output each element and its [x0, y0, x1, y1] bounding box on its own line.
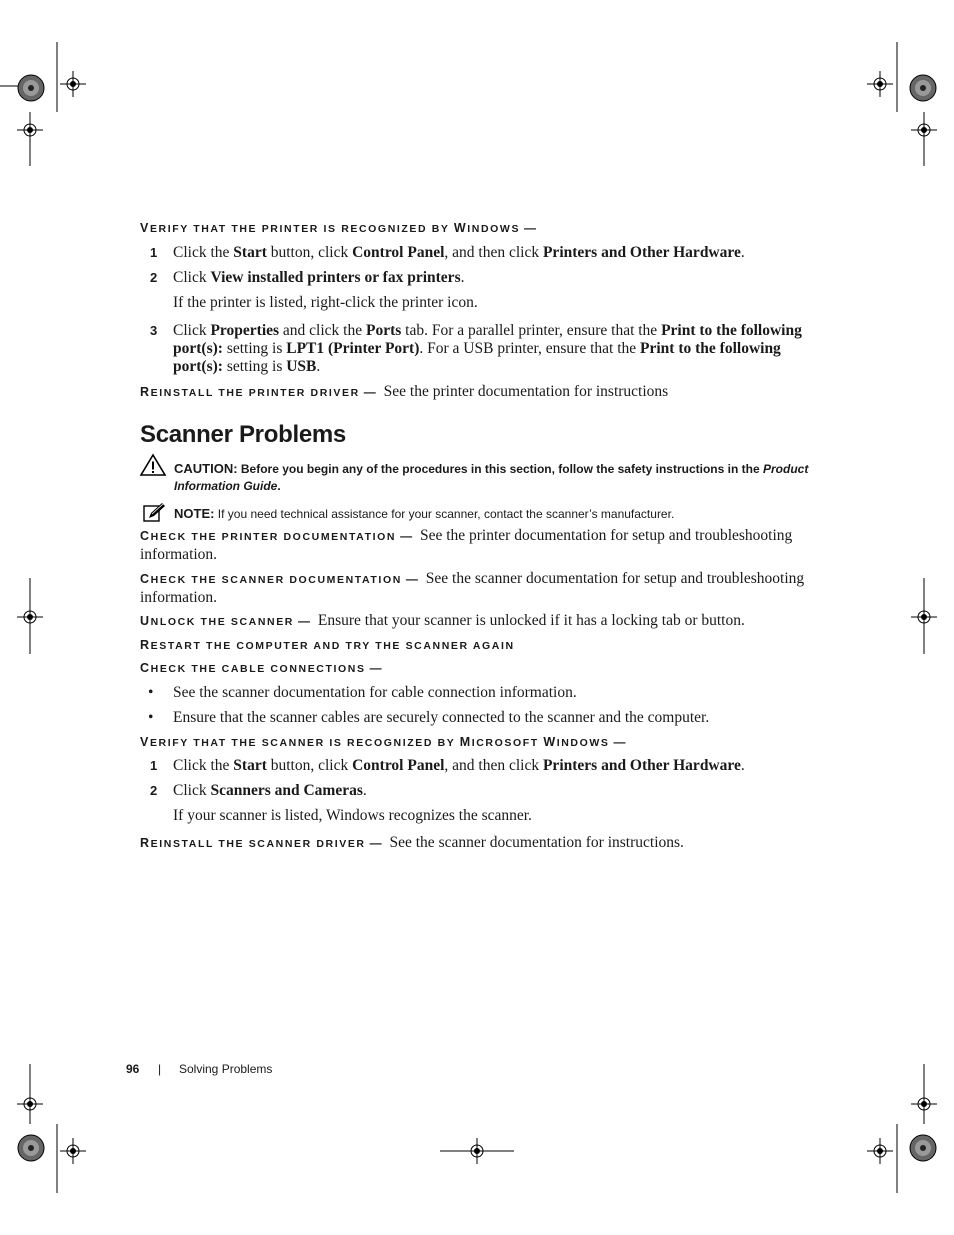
bullet-glyph: • — [148, 684, 154, 701]
scanner-step-1: 1 Click the Start button, click Control Panel, and then click Printers and Other Hardware. — [150, 757, 745, 774]
scanner-step-2-note: If your scanner is listed, Windows recognizes the scanner. — [173, 807, 532, 824]
page-title: Scanner Problems — [140, 421, 346, 448]
reinstall-scanner-driver: REINSTALL THE SCANNER DRIVER — See the scanner documentation for instructions. — [140, 834, 684, 851]
printer-step-1: 1 Click the Start button, click Control Panel, and then click Printers and Other Hardware. — [150, 244, 745, 261]
verify-scanner-heading: VERIFY THAT THE SCANNER IS RECOGNIZED BY MICROSOFT WINDOWS — — [140, 735, 628, 749]
reinstall-printer-driver: REINSTALL THE PRINTER DRIVER — See the printer documentation for instructions — [140, 383, 669, 400]
page-number: 96 — [126, 1062, 140, 1076]
note-pencil-icon — [143, 503, 165, 523]
cable-bullet-2: • Ensure that the scanner cables are securely connected to the scanner and the computer. — [148, 709, 710, 726]
note-notice: NOTE: If you need technical assistance for your scanner, contact the scanner’s manufacturer. — [174, 506, 675, 521]
caution-icon — [140, 454, 166, 476]
check-scanner-documentation: CHECK THE SCANNER DOCUMENTATION — See the scanner documentation for setup and troubleshooting information. — [140, 570, 805, 606]
footer-separator: | — [158, 1062, 162, 1076]
verify-printer-heading: VERIFY THAT THE PRINTER IS RECOGNIZED BY WINDOWS — — [140, 221, 538, 235]
scanner-step-2: 2 Click Scanners and Cameras. — [150, 782, 367, 799]
bullet-glyph: • — [148, 709, 154, 726]
cable-bullet-1: • See the scanner documentation for cable connection information. — [148, 684, 577, 701]
restart-heading: RESTART THE COMPUTER AND TRY THE SCANNER AGAIN — [140, 638, 515, 652]
printer-step-3: 3 Click Properties and click the Ports tab. For a parallel printer, ensure that the Print to the following port(s): setting is LPT1 (Printer Port). For a USB printer, ensure that the Print to the following port(s): setting is USB. — [150, 322, 802, 375]
cable-heading: CHECK THE CABLE CONNECTIONS — — [140, 661, 384, 675]
footer-section-title: Solving Problems — [179, 1062, 273, 1076]
caution-notice: CAUTION: Before you begin any of the procedures in this section, follow the safety instructions in the Product Information Guide. — [174, 461, 809, 493]
check-printer-documentation: CHECK THE PRINTER DOCUMENTATION — See the printer documentation for setup and troubleshooting information. — [140, 527, 793, 563]
unlock-scanner: UNLOCK THE SCANNER — Ensure that your scanner is unlocked if it has a locking tab or button. — [140, 612, 745, 629]
printer-step-2: 2 Click View installed printers or fax printers. — [150, 269, 465, 286]
printer-step-2-note: If the printer is listed, right-click the printer icon. — [173, 294, 478, 311]
